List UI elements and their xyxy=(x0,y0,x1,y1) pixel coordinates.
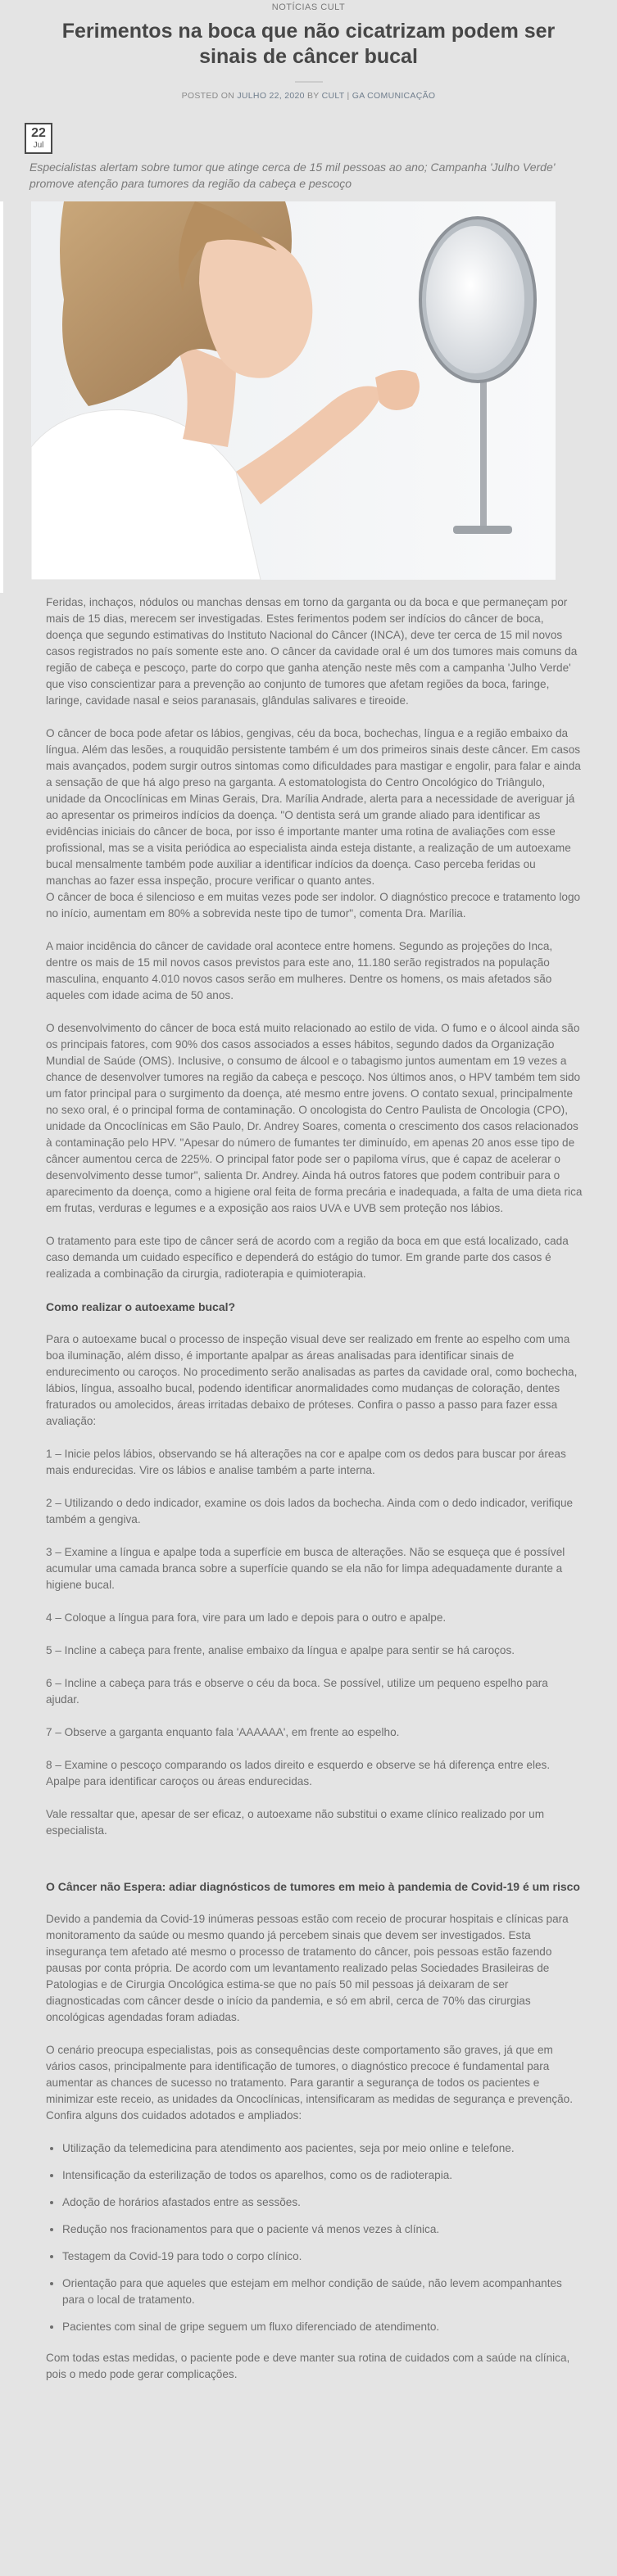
list-item: • Adoção de horários afastados entre as sessões. xyxy=(62,2194,583,2211)
paragraph: O câncer de boca é silencioso e em muitas vezes pode ser indolor. O diagnóstico precoce e tratamento logo no início, aumentam em 80% a sobrevida neste tipo de tumor", comenta Dra. Marília. xyxy=(46,891,581,920)
section-heading-autoexame: Como realizar o autoexame bucal? xyxy=(46,1300,236,1313)
paragraph: O cenário preocupa especialistas, pois as consequências deste comportamento são graves, já que em vários casos, principalmente para identificação de tumores, o diagnóstico precoce é fundamental para aumentar as chances de sucesso no tratamento. Para garantir a segurança de todos os pacientes e minimizar este receio, as unidades da Oncoclínicas, intensificaram as medidas de segurança e prevenção. Confira alguns dos cuidados adotados e ampliados: xyxy=(46,2044,574,2122)
list-item: • Pacientes com sinal de gripe seguem um fluxo diferenciado de atendimento. xyxy=(62,2319,583,2335)
date-badge-day: 22 xyxy=(31,126,46,140)
category-link[interactable]: GA COMUNICAÇÃO xyxy=(352,91,436,101)
paragraph: Feridas, inchaços, nódulos ou manchas densas em torno da garganta ou da boca e que permaneçam por mais de 15 dias, merecem ser investigadas. Estes ferimentos podem ser indícios do câncer de boca, doença que segundo estimativas do Instituto Nacional do Câncer (INCA), deve ter cerca de 15 mil novos casos registrados no país somente este ano. O câncer da cavidade oral é um dos tumores mais comuns da região de cabeça e pescoço, parte do corpo que ganha atenção neste mês com a campanha 'Julho Verde' que viso conscientizar para a prevenção ao conjunto de tumores que afetam regiões da boca, faringe, laringe, cavidade nasal e seios paranasais, glândulas salivares e tireoide. xyxy=(46,596,578,707)
article-body xyxy=(46,594,583,2399)
step-item: 4 – Coloque a língua para fora, vire para um lado e depois para o outro e apalpe. xyxy=(46,1611,447,1624)
paragraph: Para o autoexame bucal o processo de inspeção visual deve ser realizado em frente ao espelho com uma boa iluminação, além disso, é importante apalpar as áreas analisadas para identificar sinais de endurecimento ou caroços. No procedimento serão analisadas as partes da cavidade oral, como bochecha, lábios, língua, assoalho bucal, podendo identificar anormalidades como mudanças de coloração, dentes fraturados ou amolecidos, áreas irritadas debaixo de próteses. Confira o passo a passo para fazer essa avaliação: xyxy=(46,1333,578,1427)
step-item: 6 – Incline a cabeça para trás e observe o céu da boca. Se possível, utilize um pequeno espelho para ajudar. xyxy=(46,1677,548,1706)
paragraph: Devido a pandemia da Covid-19 inúmeras pessoas estão com receio de procurar hospitais e clínicas para monitoramento da saúde ou mesmo quando já percebem sinais que devem ser investigados. Esta insegurança tem afetado até mesmo o processo de tratamento do câncer, pois pessoas estão fazendo pausas por conta própria. De acordo com um levantamento realizado pelas Sociedades Brasileiras de Patologias e de Cirurgia Oncológica estima-se que no país 50 mil pessoas já deixaram de ser diagnosticadas com câncer desde o início da pandemia, e só em abril, cerca de 70% das cirurgias oncológicas agendadas foram adiadas. xyxy=(46,1913,569,2023)
author-link[interactable]: CULT xyxy=(321,91,345,101)
paragraph: O tratamento para este tipo de câncer será de acordo com a região da boca em que está localizado, cada caso demanda um cuidado específico e dependerá do estágio do tumor. Em grande parte dos casos é realizada a combinação da cirurgia, radioterapia e quimioterapia. xyxy=(46,1235,569,1280)
paragraph: O desenvolvimento do câncer de boca está muito relacionado ao estilo de vida. O fumo e o álcool ainda são os principais fatores, com 90% dos casos associados a esses hábitos, segundo dados da Organização Mundial de Saúde (OMS). Inclusive, o consumo de álcool e o tabagismo juntos aumentam em 19 vezes a chance de desenvolver tumores na região da cabeça e pescoço. Nos últimos anos, o HPV também tem sido um fator principal para o surgimento da doença, até mesmo entre jovens. O contato sexual, principalmente no sexo oral, é o principal forma de contaminação. O oncologista do Centro Paulista de Oncologia (CPO), unidade da Oncoclínicas em São Paulo, Dr. Andrey Soares, comenta o crescimento dos casos relacionados à contaminação pelo HPV. "Apesar do número de fumantes ter diminuído, em apenas 20 anos esse tipo de câncer aumentou cerca de 225%. O principal fator pode ser o papiloma vírus, que é capaz de acelerar o desenvolvimento desse tumor", salienta Dr. Andrey. Ainda há outros fatores que podem contribuir para o aparecimento da doença, como a higiene oral feita de forma precária e inadequada, a falta de uma dieta rica em frutas, verduras e legumes e a exposição aos raios UVA e UVB sem proteção nos lábios. xyxy=(46,1022,583,1214)
paragraph: O câncer de boca pode afetar os lábios, gengivas, céu da boca, bochechas, língua e a região embaixo da língua. Além das lesões, a rouquidão persistente também é um dos primeiros sinais deste câncer. Em casos mais avançados, podem surgir outros sintomas como dificuldades para mastigar e engolir, para falar e ainda a sensação de que há algo preso na garganta. A estomatologista do Centro Oncológico do Triângulo, unidade da Oncoclínicas em Minas Gerais, Dra. Marília Andrade, alerta para a necessidade de averiguar já ao apresentar os primeiros indícios da doença. "O dentista será um grande aliado para identificar as evidências iniciais do câncer de boca, por isso é importante manter uma rotina de avaliações com esse profissional, mas se a visita periódica ao especialista ainda esteja distante, a realização de um autoexame bucal mensalmente também pode auxiliar a identificar indícios da doença. Caso perceba feridas ou manchas ao fazer essa inspeção, procure verificar o quanto antes. xyxy=(46,727,581,887)
paragraph: Com todas estas medidas, o paciente pode e deve manter sua rotina de cuidados com a saúde na clínica, pois o medo pode gerar complicações. xyxy=(46,2352,570,2380)
paragraph: A maior incidência do câncer de cavidade oral acontece entre homens. Segundo as projeções do Inca, dentre os mais de 15 mil novos casos previstos para este ano, 11.180 serão registrados na população masculina, enquanto 4.010 novos casos serão em mulheres. Dentre os homens, os mais afetados são aqueles com idade acima de 50 anos. xyxy=(46,940,553,1001)
posted-on-label: POSTED ON xyxy=(181,91,235,101)
step-item: 3 – Examine a língua e apalpe toda a superfície em busca de alterações. Não se esqueça que é possível acumular uma camada branca sobre a superfície quando se ela não for limpa adequadamente durante a higiene bucal. xyxy=(46,1546,565,1591)
title-divider xyxy=(295,81,323,83)
list-item: • Testagem da Covid-19 para todo o corpo clínico. xyxy=(62,2248,583,2265)
side-accent xyxy=(0,201,3,593)
post-date-link[interactable]: JULHO 22, 2020 xyxy=(237,91,305,101)
hero-image xyxy=(31,201,556,580)
category-label[interactable]: NOTÍCIAS CULT xyxy=(271,2,346,12)
list-item: • Intensificação da esterilização de todos os aparelhos, como os de radioterapia. xyxy=(62,2167,583,2184)
date-badge-month: Jul xyxy=(33,141,44,150)
article-title: Ferimentos na boca que não cicatrizam podem ser sinais de câncer bucal xyxy=(61,20,556,68)
post-meta xyxy=(0,91,617,101)
paragraph: Vale ressaltar que, apesar de ser eficaz, o autoexame não substitui o exame clínico realizado por um especialista. xyxy=(46,1808,545,1837)
date-badge xyxy=(25,123,52,154)
article-lead: Especialistas alertam sobre tumor que atinge cerca de 15 mil pessoas ao ano; Campanha 'Julho Verde' promove atenção para tumores da região da cabeça e pescoço xyxy=(29,160,556,190)
by-label: BY xyxy=(307,91,320,101)
step-item: 5 – Incline a cabeça para frente, analise embaixo da língua e apalpe para sentir se há caroços. xyxy=(46,1644,515,1656)
step-item: 7 – Observe a garganta enquanto fala 'AAAAAA', em frente ao espelho. xyxy=(46,1726,400,1738)
step-item: 8 – Examine o pescoço comparando os lados direito e esquerdo e observe se há diferença entre eles. Apalpe para identificar caroços ou áreas endurecidas. xyxy=(46,1759,551,1787)
measures-list xyxy=(46,2140,583,2335)
step-item: 2 – Utilizando o dedo indicador, examine os dois lados da bochecha. Ainda com o dedo indicador, verifique também a gengiva. xyxy=(46,1497,574,1525)
woman-mirror-photo xyxy=(31,201,556,580)
list-item: • Redução nos fracionamentos para que o paciente vá menos vezes à clínica. xyxy=(62,2221,583,2238)
list-item: • Orientação para que aqueles que estejam em melhor condição de saúde, não levem acompanhantes para o local de tratamento. xyxy=(62,2275,583,2308)
section-heading-covid: O Câncer não Espera: adiar diagnósticos de tumores em meio à pandemia de Covid-19 é um risco xyxy=(46,1880,580,1893)
meta-separator: | xyxy=(347,91,350,101)
step-item: 1 – Inicie pelos lábios, observando se há alterações na cor e apalpe com os dedos para buscar por áreas mais endurecidas. Vire os lábios e analise também a parte interna. xyxy=(46,1448,566,1476)
list-item: • Utilização da telemedicina para atendimento aos pacientes, seja por meio online e telefone. xyxy=(62,2140,583,2157)
